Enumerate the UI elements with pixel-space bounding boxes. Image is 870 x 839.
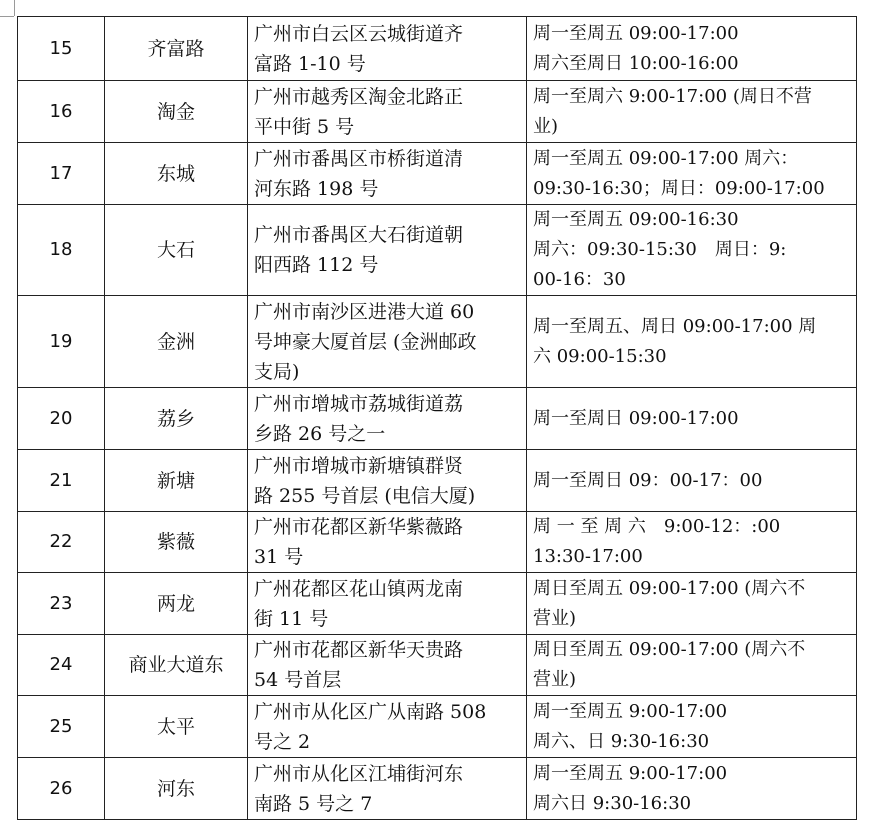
branch-address: [248, 143, 527, 205]
branch-name: 太平: [105, 696, 248, 758]
row-number: 22: [18, 512, 105, 573]
row-number: 26: [18, 758, 105, 820]
branch-name: 金洲: [105, 296, 248, 388]
table-row: [18, 758, 857, 820]
hours-line: 周一至周五 9:00-17:00: [533, 762, 728, 784]
opening-hours: [527, 512, 857, 573]
table-row: [18, 450, 857, 512]
hours-line: 周一至周五、周日 09:00-17:00 周: [533, 315, 817, 337]
opening-hours: [527, 205, 857, 296]
address-line: 南路 5 号之 7: [254, 792, 373, 815]
branch-address: [248, 696, 527, 758]
opening-hours: [527, 573, 857, 635]
branch-name: 紫薇: [105, 512, 248, 573]
address-line: 广州市花都区新华紫薇路: [254, 516, 464, 538]
hours-line: 周一至周五 9:00-17:00: [533, 700, 728, 722]
branch-address: [248, 635, 527, 696]
address-line: 广州市越秀区淘金北路正: [254, 85, 464, 108]
address-line: 广州市从化区广从南路 508: [254, 700, 487, 723]
branch-name: 荔乡: [105, 388, 248, 450]
address-line: 阳西路 112 号: [254, 254, 379, 276]
row-number: 21: [18, 450, 105, 512]
address-line: 号之 2: [254, 730, 311, 753]
page-corner-mark-horizontal: [0, 16, 14, 17]
branch-name: 两龙: [105, 573, 248, 635]
address-line: 乡路 26 号之一: [254, 422, 386, 445]
address-line: 支局): [254, 360, 300, 383]
branch-address: [248, 81, 527, 143]
hours-line: 营业): [533, 669, 577, 690]
branch-address: [248, 512, 527, 573]
branch-address: [248, 296, 527, 388]
branch-address: [248, 17, 527, 81]
address-line: 富路 1-10 号: [254, 52, 366, 75]
address-line: 号坤豪大厦首层 (金洲邮政: [254, 330, 477, 353]
opening-hours: [527, 388, 857, 450]
branch-name: 东城: [105, 143, 248, 205]
branch-name: 大石: [105, 205, 248, 296]
table-row: [18, 573, 857, 635]
branch-name: 淘金: [105, 81, 248, 143]
address-line: 广州市增城市新塘镇群贤: [254, 454, 464, 477]
table-row: [18, 512, 857, 573]
address-line: 广州市南沙区进港大道 60: [254, 300, 475, 323]
opening-hours: [527, 450, 857, 512]
opening-hours: [527, 635, 857, 696]
hours-line: 周日至周五 09:00-17:00 (周六不: [533, 577, 806, 599]
branch-name: 齐富路: [105, 17, 248, 81]
address-line: 31 号: [254, 546, 304, 568]
hours-line: 周六至周日 10:00-16:00: [533, 52, 739, 74]
hours-line: 周一至周五 09:00-17:00 周六：: [533, 147, 799, 169]
address-line: 广州市白云区云城街道齐: [254, 22, 464, 45]
table-row: [18, 143, 857, 205]
row-number: 25: [18, 696, 105, 758]
address-line: 街 11 号: [254, 607, 329, 630]
hours-line: 09:30-16:30；周日：09:00-17:00: [533, 177, 825, 199]
branch-name: 河东: [105, 758, 248, 820]
table-body: [18, 17, 857, 820]
hours-line: 周一至周五 09:00-16:30: [533, 209, 739, 230]
address-line: 广州市增城市荔城街道荔: [254, 392, 464, 415]
hours-line: 00-16：30: [533, 269, 626, 290]
row-number: 19: [18, 296, 105, 388]
opening-hours: [527, 758, 857, 820]
hours-line: 13:30-17:00: [533, 546, 643, 567]
hours-line: 周 一 至 周 六 9:00-12：:00: [533, 516, 781, 537]
table-row: [18, 388, 857, 450]
table-row: [18, 696, 857, 758]
branch-address: [248, 450, 527, 512]
row-number: 24: [18, 635, 105, 696]
row-number: 16: [18, 81, 105, 143]
hours-line: 业): [533, 115, 559, 137]
row-number: 23: [18, 573, 105, 635]
table-row: [18, 205, 857, 296]
opening-hours: [527, 17, 857, 81]
row-number: 18: [18, 205, 105, 296]
branch-address: [248, 573, 527, 635]
address-line: 广州市番禺区市桥街道清: [254, 147, 464, 170]
opening-hours: [527, 296, 857, 388]
hours-line: 周六、日 9:30-16:30: [533, 730, 710, 752]
hours-line: 营业): [533, 607, 577, 629]
branch-address: [248, 758, 527, 820]
row-number: 15: [18, 17, 105, 81]
opening-hours: [527, 143, 857, 205]
table-row: [18, 635, 857, 696]
branch-name: 商业大道东: [105, 635, 248, 696]
hours-line: 周一至周五 09:00-17:00: [533, 22, 739, 44]
address-line: 广州市番禺区大石街道朝: [254, 224, 464, 246]
address-line: 广州市花都区新华天贵路: [254, 639, 464, 661]
hours-line: 周六：09:30-15:30 周日：9:: [533, 239, 787, 260]
address-line: 广州市从化区江埔街河东: [254, 762, 464, 785]
hours-line: 周六日 9:30-16:30: [533, 792, 692, 814]
address-line: 路 255 号首层 (电信大厦): [254, 484, 476, 507]
hours-line: 周一至周日 09:00-17:00: [533, 407, 739, 429]
table-row: [18, 81, 857, 143]
page-corner-mark-vertical: [14, 0, 15, 16]
hours-line: 周日至周五 09:00-17:00 (周六不: [533, 639, 806, 660]
row-number: 17: [18, 143, 105, 205]
row-number: 20: [18, 388, 105, 450]
address-line: 广州花都区花山镇两龙南: [254, 577, 464, 600]
opening-hours: [527, 696, 857, 758]
hours-line: 周一至周日 09：00-17：00: [533, 469, 763, 491]
hours-line: 六 09:00-15:30: [533, 345, 667, 367]
branch-name: 新塘: [105, 450, 248, 512]
address-line: 河东路 198 号: [254, 177, 379, 200]
table-row: [18, 296, 857, 388]
address-line: 54 号首层: [254, 669, 342, 691]
branch-address: [248, 388, 527, 450]
address-line: 平中街 5 号: [254, 115, 355, 138]
opening-hours: [527, 81, 857, 143]
table-row: [18, 17, 857, 81]
branch-address: [248, 205, 527, 296]
hours-line: 周一至周六 9:00-17:00 (周日不营: [533, 85, 812, 107]
post-office-table: [17, 16, 857, 820]
